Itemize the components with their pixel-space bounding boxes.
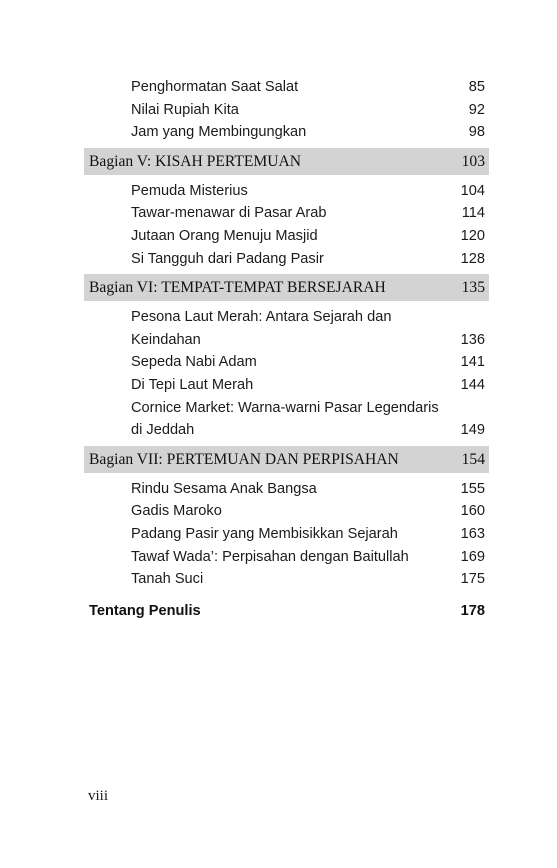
toc-entry-title: Nilai Rupiah Kita — [131, 101, 239, 118]
toc-entry-author — [84, 598, 489, 624]
section-title: Bagian VII: PERTEMUAN DAN PERPISAHAN — [89, 450, 399, 468]
toc-entry-title: Padang Pasir yang Membisikkan Sejarah — [131, 525, 398, 542]
toc-entry-page: 149 — [460, 422, 485, 439]
toc-entry — [84, 374, 489, 397]
section-heading-5 — [84, 148, 489, 175]
toc-entry — [84, 419, 489, 442]
toc-entry-page: 128 — [460, 250, 485, 267]
toc-entry-title: Tentang Penulis — [89, 602, 201, 619]
toc-entry-title: Gadis Maroko — [131, 503, 222, 520]
toc-entry-page: 144 — [460, 376, 485, 393]
toc-entry-page: 92 — [468, 101, 485, 118]
toc-entry — [84, 568, 489, 591]
toc-entry-title: Pemuda Misterius — [131, 182, 248, 199]
toc-entry-title: Tawar-menawar di Pasar Arab — [131, 205, 327, 222]
section-title: Bagian V: KISAH PERTEMUAN — [89, 152, 302, 170]
toc-entry-title: Di Tepi Laut Merah — [131, 376, 254, 393]
toc-entry-title-line2: Keindahan — [131, 331, 201, 348]
toc-entry-title: Penghormatan Saat Salat — [131, 79, 299, 95]
toc-entry-line — [84, 397, 489, 420]
section-page: 103 — [461, 152, 485, 170]
section-heading-6 — [84, 274, 489, 301]
toc-entry-title-line2: di Jeddah — [131, 422, 195, 439]
toc-entry-title-line1: Pesona Laut Merah: Antara Sejarah dan — [131, 309, 392, 326]
toc-entry — [84, 478, 489, 501]
toc-entry — [84, 76, 489, 99]
page-number: viii — [88, 788, 109, 804]
toc-entry-page: 169 — [460, 548, 485, 565]
toc-entry-page: 141 — [460, 354, 485, 371]
toc-entry-title: Jam yang Membingungkan — [131, 124, 307, 141]
section-page: 154 — [461, 450, 485, 468]
toc-entry — [84, 121, 489, 144]
toc-entry — [84, 225, 489, 248]
toc-entry-page: 114 — [461, 205, 485, 222]
section-page: 135 — [461, 279, 485, 297]
toc-entry-title: Jutaan Orang Menuju Masjid — [131, 227, 318, 244]
toc-entry — [84, 523, 489, 546]
toc-entry-title: Sepeda Nabi Adam — [131, 354, 257, 371]
section-heading-7 — [84, 446, 489, 473]
toc-entry-page: 120 — [460, 227, 485, 244]
section-title: Bagian VI: TEMPAT-TEMPAT BERSEJARAH — [89, 279, 386, 297]
toc-entry — [84, 351, 489, 374]
toc-entry — [84, 546, 489, 569]
toc-entry-page: 175 — [460, 571, 485, 588]
toc-entry — [84, 180, 489, 203]
toc-entry-title: Rindu Sesama Anak Bangsa — [131, 480, 317, 497]
toc-entry-title-line1: Cornice Market: Warna-warni Pasar Legendaris — [131, 399, 439, 416]
toc-entry-page: 178 — [460, 602, 485, 619]
toc-entry-title: Tanah Suci — [131, 571, 204, 588]
toc-entry — [84, 202, 489, 225]
toc-entry — [84, 99, 489, 122]
toc-entry-page: 160 — [460, 503, 485, 520]
toc-entry-title: Tawaf Wada’: Perpisahan dengan Baitullah — [131, 548, 409, 565]
toc-entry-page: 163 — [460, 525, 485, 542]
toc-entry-title: Si Tangguh dari Padang Pasir — [131, 250, 324, 267]
toc-entry-page: 85 — [468, 79, 485, 95]
toc-entry — [84, 248, 489, 271]
toc-entry-page: 98 — [468, 124, 485, 141]
toc-entry — [84, 329, 489, 352]
toc-entry-line — [84, 306, 489, 329]
toc-entry-page: 136 — [460, 331, 485, 348]
toc-entry — [84, 500, 489, 523]
toc-entry-page: 155 — [460, 480, 485, 497]
table-of-contents — [84, 76, 489, 624]
toc-entry-page: 104 — [460, 182, 485, 199]
